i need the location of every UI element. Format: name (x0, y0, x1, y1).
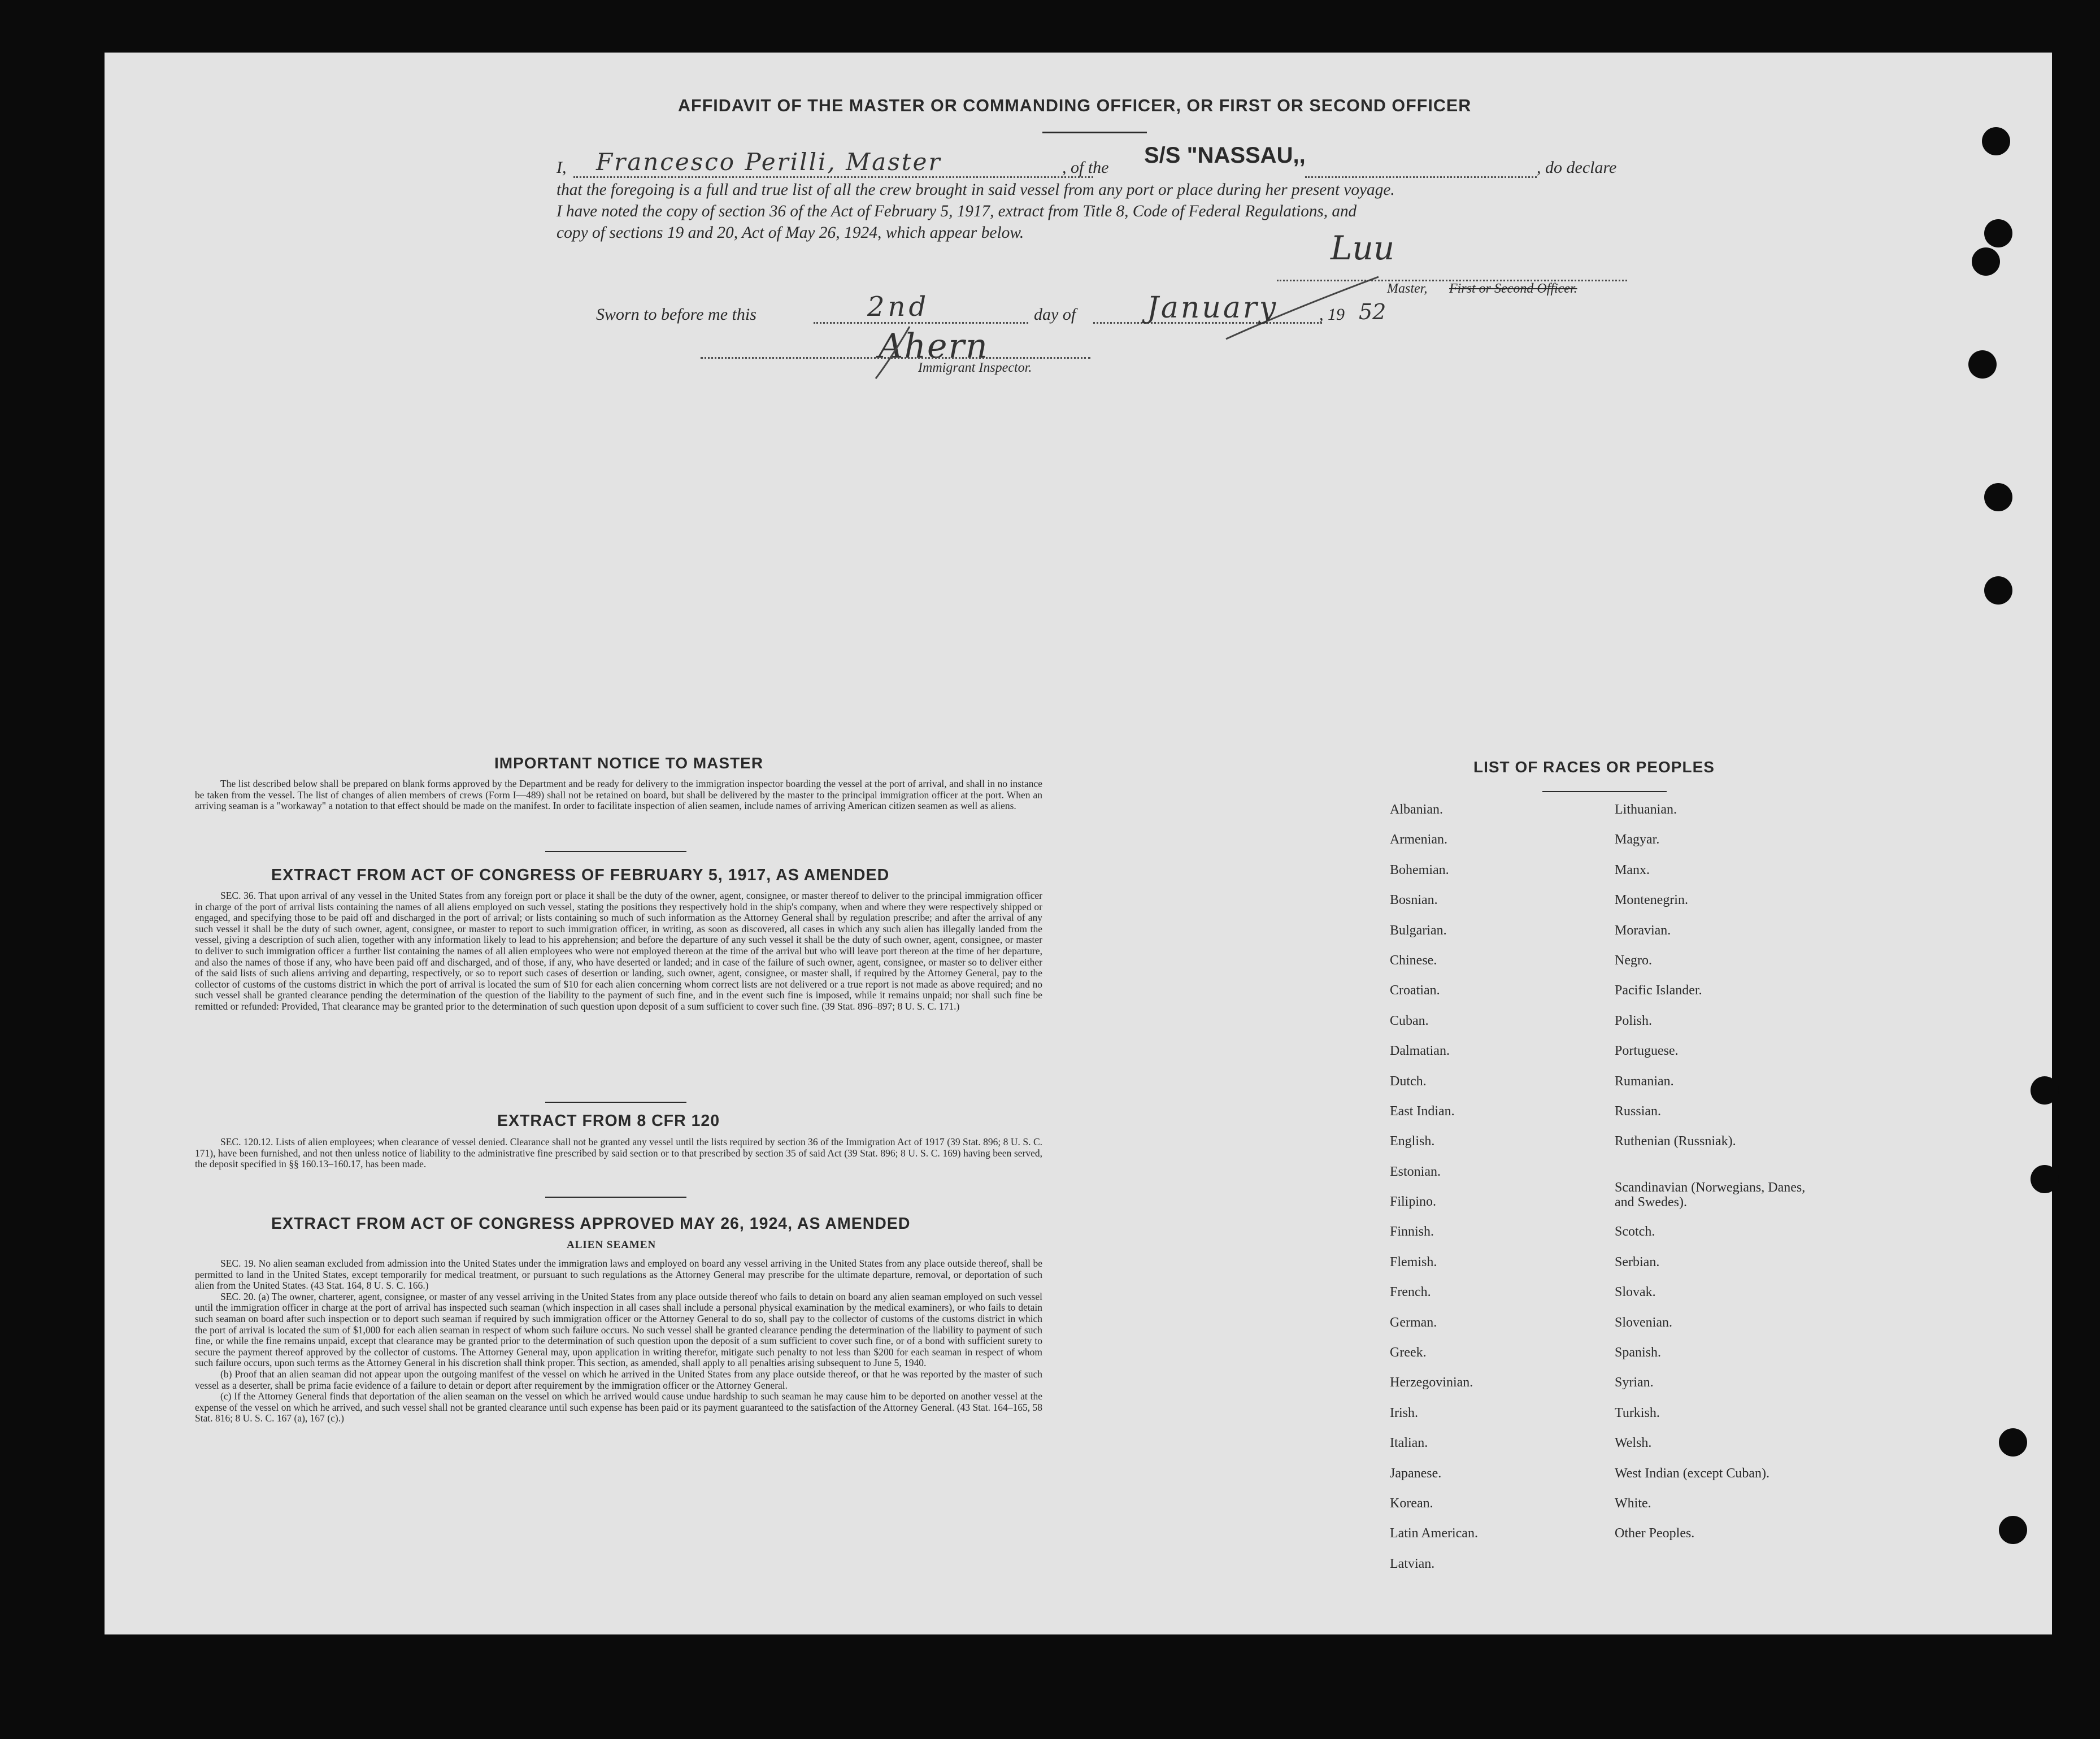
inspector-signature-line (701, 357, 1090, 359)
extract-1917-title: EXTRACT FROM ACT OF CONGRESS OF FEBRUARY 5, 1917, AS AMENDED (271, 866, 890, 884)
race-item: Dutch. (1390, 1073, 1427, 1089)
race-item: English. (1390, 1134, 1435, 1149)
sworn-day-handwriting: 2nd (867, 291, 930, 323)
officer-label-master: Master, (1387, 281, 1428, 296)
punch-hole (1972, 247, 2000, 276)
race-item: Manx. (1615, 862, 1650, 877)
race-item: Negro. (1615, 953, 1652, 968)
race-item: Serbian. (1615, 1254, 1660, 1270)
punch-hole (1984, 576, 2012, 605)
sec36-paragraph: SEC. 36. That upon arrival of any vessel in the United States from any foreign port or place it shall be the duty of the owner, agent, consignee, or master thereof to deliver to the principal immigration officer in charge of the port of arrival lists containing the names of all aliens employed on such vessel, stating the positions they respectively hold in the ship's company, when and where they were respectively shipped or engaged, and specifying those to be paid off and discharged in the port of arrival; or lists containing so much of such information as the Attorney General shall by regulation prescribe; and after the arrival of any such vessel it shall be the duty of such owner, agent, consignee, or master to report to such immigration officer, in writing, as soon as discovered, all cases in which any such alien has illegally landed from the vessel, giving a description of such alien, together with any information likely to lead to his apprehension; and before the departure of any such vessel it shall be the duty of such owner, agent, consignee, or master to deliver to such immigration officer a further list containing the names of all alien employees who were not employed thereon at the time of the arrival but who will leave port thereon at the time of her departure, and also the names of those if any, who have been paid off and discharged, and of those, if any, who have deserted or landed; and in case of the failure of such owner, agent, consignee, or master so to deliver either of the said lists of such aliens arriving and departing, respectively, or so to report such cases of desertion or landing, such owner, agent, consignee, or master shall, if required by the Attorney General, pay to the collector of customs of the customs district in which the port of arrival is located the sum of $10 for each alien concerning whom correct lists are not delivered or a true report is not made as above required; and no such vessel shall be granted clearance pending the determination of the question of the liability to the payment of such fine, and in the event such fine is imposed, while it remains unpaid; nor shall such fine be remitted or refunded: Provided, That clearance may be granted prior to the determination of such question upon deposit of a sum sufficient to cover such fine. (39 Stat. 896–897; 8 U. S. C. 171.) (195, 890, 1042, 1012)
race-item: Italian. (1390, 1436, 1428, 1451)
alien-seamen-subtitle: ALIEN SEAMEN (567, 1239, 656, 1251)
inspector-label: Immigrant Inspector. (918, 360, 1032, 375)
race-item: Polish. (1615, 1013, 1653, 1028)
race-item: Irish. (1390, 1405, 1418, 1420)
race-item: Greek. (1390, 1345, 1427, 1360)
race-item: Albanian. (1390, 802, 1443, 817)
extract-1924-title: EXTRACT FROM ACT OF CONGRESS APPROVED MAY 26, 1924, AS AMENDED (271, 1215, 911, 1233)
race-item: Bohemian. (1390, 862, 1449, 877)
races-divider (1542, 791, 1667, 792)
race-item: Dalmatian. (1390, 1044, 1450, 1059)
race-item: Finnish. (1390, 1224, 1434, 1240)
race-item: Turkish. (1615, 1405, 1660, 1420)
race-item: Scandinavian (Norwegians, Danes, and Swedes). (1615, 1180, 1806, 1210)
race-item: Scotch. (1615, 1224, 1655, 1240)
extract-cfr-title: EXTRACT FROM 8 CFR 120 (497, 1112, 720, 1130)
affidavit-line3: I have noted the copy of section 36 of the Act of February 5, 1917, extract from Title 8, Code of Federal Regulations, and (556, 202, 1357, 220)
master-signature: Luu (1331, 229, 1395, 267)
race-item: German. (1390, 1315, 1437, 1330)
punch-hole (2031, 1076, 2059, 1105)
extract-1917-divider (545, 1102, 686, 1103)
affidavit-line1-prefix: I, (556, 158, 567, 177)
punch-hole (1968, 350, 1997, 379)
race-item: Flemish. (1390, 1254, 1437, 1270)
affidavit-title: AFFIDAVIT OF THE MASTER OR COMMANDING OFFICER, OR FIRST OR SECOND OFFICER (678, 96, 1472, 115)
master-name-handwriting: Francesco Perilli, Master (596, 148, 942, 176)
race-item: Herzegovinian. (1390, 1375, 1473, 1390)
race-item: Bulgarian. (1390, 923, 1447, 938)
punch-hole (2031, 1165, 2059, 1193)
race-item: Portuguese. (1615, 1044, 1679, 1059)
vessel-name-blank (1305, 176, 1537, 178)
race-item: Slovenian. (1615, 1315, 1672, 1330)
sworn-prefix: Sworn to before me this (596, 305, 756, 324)
punch-hole (1984, 219, 2012, 247)
extract-1917-text (195, 890, 1042, 1012)
affidavit-line2: that the foregoing is a full and true list of all the crew brought in said vessel from any port or place during her present voyage. (556, 181, 1395, 199)
sec20a-paragraph: SEC. 20. (a) The owner, charterer, agent, consignee, or master of any vessel arriving in the United States from any place outside thereof who fails to detain on board any alien seaman employed on such vessel until the immigration officer in charge at the port of arrival has inspected such seaman (which inspection in all cases shall include a personal physical examination by the medical examiners), or who fails to detain such seaman on board after such inspection or to deport such seaman if required by such immigration officer or the Attorney General to do so, shall pay to the collector of customs of the customs district in which the port of arrival is located the sum of $1,000 for each alien seaman in respect of whom such failure occurs. No such vessel shall be granted clearance pending the determination of the liability to payment of such fine, or while the fine remains unpaid, except that clearance may be granted prior to the determination of such question upon the deposit of a sum sufficient to cover such fine, or of a bond with sufficient surety to secure the payment thereof approved by the collector of customs. The Attorney General may, upon application in writing therefor, mitigate such penalty to not less than $200 for each seaman in respect of whom such failure occurs, upon such terms as the Attorney General in his discretion shall think proper. This section, as amended, shall apply to all penalties arising subsequent to June 5, 1940. (195, 1290, 1042, 1369)
race-item: White. (1615, 1495, 1651, 1511)
sec120-paragraph: SEC. 120.12. Lists of alien employees; when clearance of vessel denied. Clearance shall not be granted any vessel until the lists required by section 36 of the Immigration Act of 1917 (39 Stat. 896; 8 U. S. C. 171), have been furnished, and not then unless notice of liability to the administrative fine prescribed by said section or to that prescribed by section 35 of said Act (39 Stat. 896; 8 U. S. C. 169) having been served, the deposit specified in §§ 160.13–160.17, has been made. (195, 1136, 1042, 1170)
race-item: Chinese. (1390, 953, 1437, 968)
race-item: Cuban. (1390, 1013, 1429, 1028)
affidavit-line4: copy of sections 19 and 20, Act of May 26, 1924, which appear below. (556, 224, 1024, 242)
punch-hole (1984, 483, 2012, 511)
vessel-name-stamp: S/S "NASSAU,, (1144, 143, 1306, 168)
notice-text (195, 779, 1042, 812)
sworn-day-of: day of (1034, 305, 1076, 324)
race-item: Magyar. (1615, 832, 1660, 847)
sec19-paragraph: SEC. 19. No alien seaman excluded from admission into the United States under the immigration laws and employed on board any vessel arriving in the United States from any place outside thereof, shall be permitted to land in the United States, except temporarily for medical treatment, or pursuant to such regulations as the Attorney General may prescribe for the ultimate departure, removal, or deportation of such alien from the United States. (43 Stat. 164, 8 U. S. C. 166.) (195, 1258, 1042, 1292)
notice-title: IMPORTANT NOTICE TO MASTER (494, 754, 764, 772)
punch-hole (1999, 1428, 2027, 1457)
notice-divider (545, 851, 686, 852)
race-item: Moravian. (1615, 923, 1671, 938)
race-item (1615, 1210, 1875, 1224)
races-column-2 (1615, 802, 1875, 1586)
affidavit-line1-middle: , of the (1062, 158, 1109, 177)
notice-paragraph: The list described below shall be prepared on blank forms approved by the Department and be ready for delivery to the immigration inspector boarding the vessel at the port of arrival, and shall in no instance be taken from the vessel. The list of changes of alien members of crews (Form I—489) shall not be retained on board, but shall be delivered by the master to the principal immigration officer at the port. When an arriving seaman is a "workaway" a notation to that effect should be made on the manifest. In order to facilitate inspection of alien seamen, include names of arriving American citizen seamen as well as aliens. (195, 778, 1042, 812)
inspector-signature: Ahern (879, 327, 989, 366)
race-item (1615, 1557, 1875, 1586)
race-item: Syrian. (1615, 1375, 1654, 1390)
race-item: East Indian. (1390, 1103, 1455, 1119)
punch-hole (1999, 1516, 2027, 1544)
race-item: Croatian. (1390, 983, 1440, 998)
sworn-month-handwriting: January (1147, 291, 1279, 325)
races-title: LIST OF RACES OR PEOPLES (1473, 758, 1715, 776)
affidavit-divider (1042, 132, 1147, 133)
race-item: Montenegrin. (1615, 893, 1688, 908)
race-item: Rumanian. (1615, 1073, 1674, 1089)
race-item: Lithuanian. (1615, 802, 1677, 817)
race-item: Welsh. (1615, 1436, 1652, 1451)
race-item: Korean. (1390, 1495, 1433, 1511)
race-item: Spanish. (1615, 1345, 1662, 1360)
extract-cfr-text (195, 1137, 1042, 1170)
extract-1924-text (195, 1258, 1042, 1424)
sworn-year-handwriting: 52 (1359, 299, 1386, 324)
officer-label-struck: First or Second Officer. (1449, 281, 1577, 296)
race-item: Slovak. (1615, 1285, 1656, 1300)
sworn-year-prefix: , 19 (1319, 305, 1345, 324)
race-item: Filipino. (1390, 1194, 1437, 1210)
sec20b-paragraph: (b) Proof that an alien seaman did not appear upon the outgoing manifest of the vessel on which he arrived in the United States from any place outside thereof, or that he was reported by the master of such vessel as a deserter, shall be prima facie evidence of a failure to detain or deport after requirement by the immigration officer or the Attorney General. (195, 1368, 1042, 1391)
race-item: Latvian. (1390, 1556, 1435, 1571)
race-item: French. (1390, 1285, 1431, 1300)
affidavit-line1-suffix: , do declare (1537, 158, 1617, 177)
sec20c-paragraph: (c) If the Attorney General finds that deportation of the alien seaman on the vessel on which he arrived would cause undue hardship to such seaman he may cause him to be deported on another vessel at the expense of the vessel on which he arrived, and such vessel shall not be granted clearance until such expense has been paid or its payment guaranteed to the satisfaction of the Attorney General. (43 Stat. 164–165, 58 Stat. 816; 8 U. S. C. 167 (a), 167 (c).) (195, 1390, 1042, 1424)
punch-hole (1982, 127, 2010, 155)
master-name-blank (573, 176, 1093, 178)
races-column-1 (1390, 802, 1605, 1586)
race-item: Ruthenian (Russniak). (1615, 1134, 1736, 1149)
race-item: Bosnian. (1390, 893, 1438, 908)
race-item: Estonian. (1390, 1164, 1441, 1179)
race-item: Other Peoples. (1615, 1526, 1695, 1541)
race-item: Pacific Islander. (1615, 983, 1702, 998)
race-item: Russian. (1615, 1103, 1662, 1119)
race-item: Japanese. (1390, 1466, 1442, 1481)
race-item: West Indian (except Cuban). (1615, 1466, 1769, 1481)
extract-cfr-divider (545, 1197, 686, 1198)
race-item: Armenian. (1390, 832, 1447, 847)
race-item: Latin American. (1390, 1526, 1478, 1541)
